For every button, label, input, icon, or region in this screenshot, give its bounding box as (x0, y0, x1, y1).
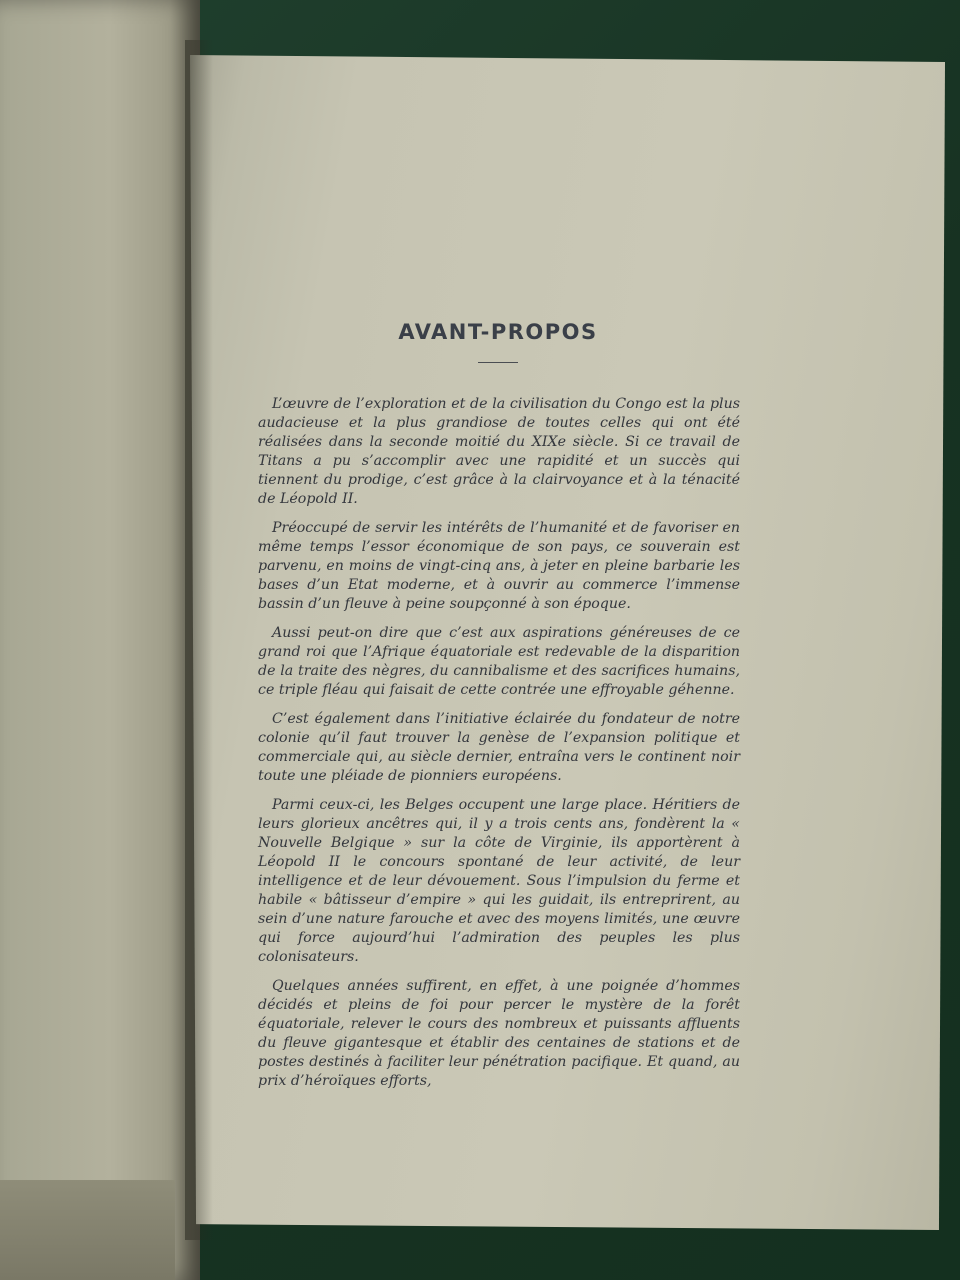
left-page-edge (0, 1180, 175, 1280)
book-gutter (185, 40, 213, 1240)
page-text (240, 320, 740, 1091)
paragraph-4: C’est également dans l’initiative éclairée du fondateur de notre colonie qu’il faut trouver la genèse de l’expansion politique et commerciale qui, au siècle dernier, entraîna vers le continent noir toute une pléiade de pionniers européens. (258, 711, 740, 784)
paragraph-2: Préoccupé de servir les intérêts de l’humanité et de favoriser en même temps l’essor économique de son pays, ce souverain est parvenu, en moins de vingt-cinq ans, à jeter en pleine barbarie les bases d’un Etat moderne, et à ouvrir au commerce l’immense bassin d’un fleuve à peine soupçonné à son époque. (258, 520, 740, 612)
paragraph-5: Parmi ceux-ci, les Belges occupent une large place. Héritiers de leurs glorieux ancêtres qui, il y a trois cents ans, fondèrent la « Nouvelle Belgique » sur la côte de Virginie, ils apportèrent à Léopold II le concours spontané de leur activité, de leur intelligence et de leur dévouement. Sous l’impulsion du ferme et habile « bâtisseur d’empire » qui les guidait, ils entreprirent, au sein d’une nature farouche et avec des moyens limités, une œuvre qui force aujourd’hui l’admiration des peuples les plus colonisateurs. (258, 797, 740, 965)
page-heading: AVANT-PROPOS (398, 320, 598, 344)
heading-rule (478, 362, 518, 363)
paragraph-3: Aussi peut-on dire que c’est aux aspirations généreuses de ce grand roi que l’Afrique équatoriale est redevable de la disparition de la traite des nègres, du cannibalisme et des sacrifices humains, ce triple fléau qui faisait de cette contrée une effroyable géhenne. (258, 625, 740, 698)
left-page (0, 0, 200, 1280)
paragraph-6: Quelques années suffirent, en effet, à une poignée d’hommes décidés et pleins de foi pour percer le mystère de la forêt équatoriale, relever le cours des nombreux et puissants affluents du fleuve gigantesque et établir des centaines de stations et de postes destinés à faciliter leur pénétration pacifique. Et quand, au prix d’héroïques efforts, (258, 978, 740, 1089)
paragraph-1: L’œuvre de l’exploration et de la civilisation du Congo est la plus audacieuse et la plus grandiose de toutes celles qui ont été réalisées dans la seconde moitié du XIXe siècle. Si ce travail de Titans a pu s’accomplir avec une rapidité et un succès qui tiennent du prodige, c’est grâce à la clairvoyance et à la ténacité de Léopold II. (258, 396, 740, 507)
body-text (240, 395, 740, 1091)
